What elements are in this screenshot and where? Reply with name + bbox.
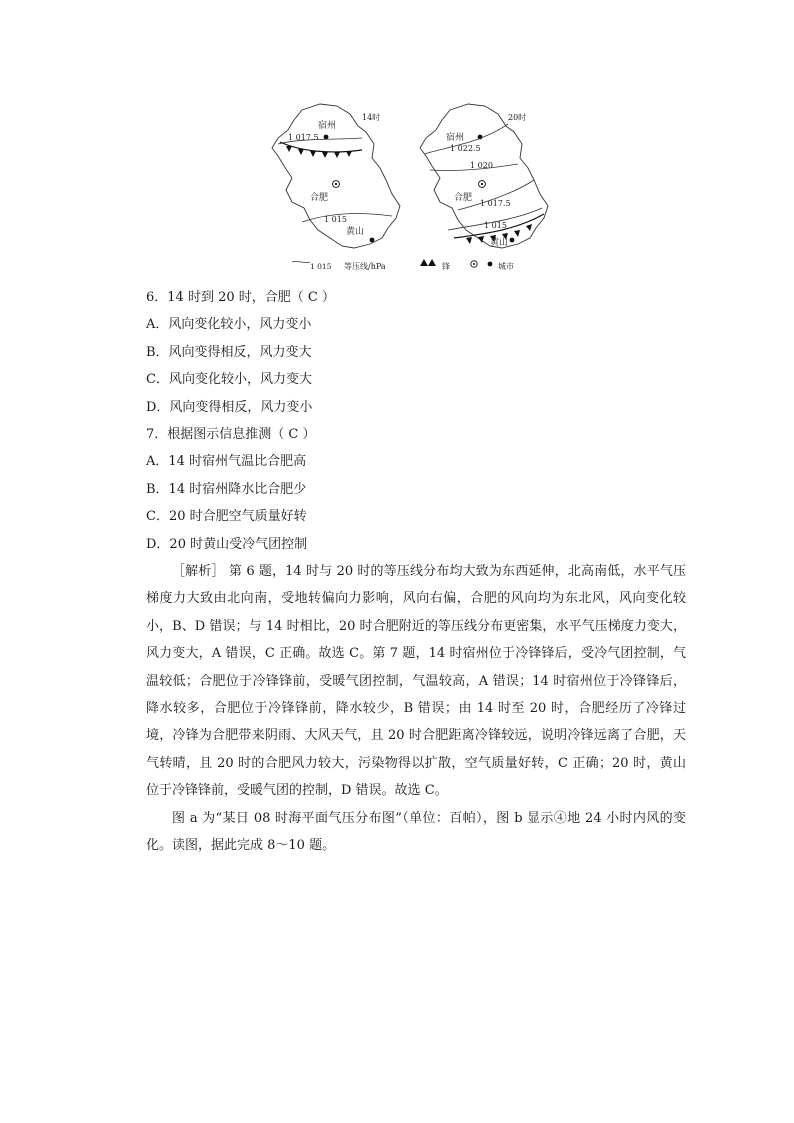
legend-front-label: 锋 (442, 262, 450, 271)
isobar-label-right-4: 1 015 (484, 221, 507, 230)
question-6-option-b: B．风向变得相反，风力变大 (146, 344, 312, 360)
map-20h (420, 104, 548, 248)
map-legend (292, 259, 514, 271)
map-14h (272, 104, 400, 248)
city-dot-huangshan-left (370, 238, 375, 243)
legend-isobar-symbol (292, 261, 310, 262)
isobar-label-right-1: 1 022.5 (450, 144, 481, 153)
question-6-stem: 6．14 时到 20 时，合肥（ C ） (146, 290, 335, 305)
time-label-left: 14时 (362, 113, 381, 122)
cold-front-left (280, 142, 362, 152)
isobar-label-right-3: 1 017.5 (480, 199, 511, 208)
isobar-map-figure (262, 98, 558, 276)
legend-front-triangle-2 (428, 259, 436, 266)
legend-front-triangle-1 (420, 259, 428, 266)
question-7-option-c: C．20 时合肥空气质量好转 (146, 509, 307, 525)
city-suzhou-left: 宿州 (318, 121, 337, 131)
city-huangshan-left: 黄山 (346, 227, 365, 237)
question-7-option-b: B．14 时宿州降水比合肥少 (146, 481, 307, 497)
legend-isobar-value: 1 015 (310, 262, 332, 271)
question-7-stem: 7．根据图示信息推测（ C ） (146, 426, 316, 442)
question-7-option-d: D．20 时黄山受冷气团控制 (146, 536, 308, 552)
legend-city-label: 城市 (498, 262, 514, 271)
city-dot-huangshan-right (510, 238, 515, 243)
legend-isobar-label: 等压线/hPa (344, 262, 386, 271)
legend-city-symbol (488, 262, 493, 267)
question-6-option-d: D．风向变得相反，风力变小 (146, 399, 313, 415)
isobar-label-right-2: 1 020 (470, 161, 493, 170)
question-6-option-c: C．风向变化较小，风力变大 (146, 372, 312, 388)
city-huangshan-right: 黄山 (490, 238, 509, 248)
city-dot-suzhou-left (324, 135, 329, 140)
next-questions-intro: 图 a 为“某日 08 时海平面气压分布图”（单位：百帕），图 b 显示④地 24 小时内风的变化。读图，据此完成 8～10 题。 (146, 810, 686, 853)
city-hefei-right: 合肥 (454, 193, 473, 203)
isobar-label-left-2: 1 015 (324, 215, 347, 224)
question-6-option-a: A．风向变化较小，风力变小 (146, 317, 312, 333)
question-content (146, 284, 686, 859)
city-hefei-left: 合肥 (310, 193, 329, 203)
analysis-paragraph: ［解析］ 第 6 题，14 时与 20 时的等压线分布均大致为东西延伸，北高南低，水平气压梯度力大致由北向南，受地转偏向力影响，风向右偏，合肥的风向均为东北风，风向变化较小，B、D 错误；与 14 时相比，20 时合肥附近的等压线分布更密集，水平气压梯度力变大，风力变大，A 错误，C 正确。故选 C。第 7 题，14 时宿州位于冷锋锋后，受冷气团控制，气温较低；合肥位于冷锋锋前，受暖气团控制，气温较高，A 错误；14 时宿州位于冷锋锋后，降水较多，合肥位于冷锋锋前，降水较少，B 错误；由 14 时至 20 时，合肥经历了冷锋过境，冷锋为合肥带来阴雨、大风天气，且 20 时合肥距离冷锋较远，说明冷锋远离了合肥，天气转晴，且 20 时的合肥风力较大，污染物得以扩散，空气质量好转，C 正确；20 时，黄山位于冷锋锋前，受暖气团的控制，D 错误。故选 C。 (146, 563, 686, 799)
isobar-label-left-1: 1 017.5 (288, 133, 319, 142)
question-7-option-a: A．14 时宿州气温比合肥高 (146, 454, 307, 470)
time-label-right: 20时 (508, 113, 527, 122)
city-suzhou-right: 宿州 (446, 133, 465, 143)
isobar-line-left-2 (302, 214, 392, 222)
